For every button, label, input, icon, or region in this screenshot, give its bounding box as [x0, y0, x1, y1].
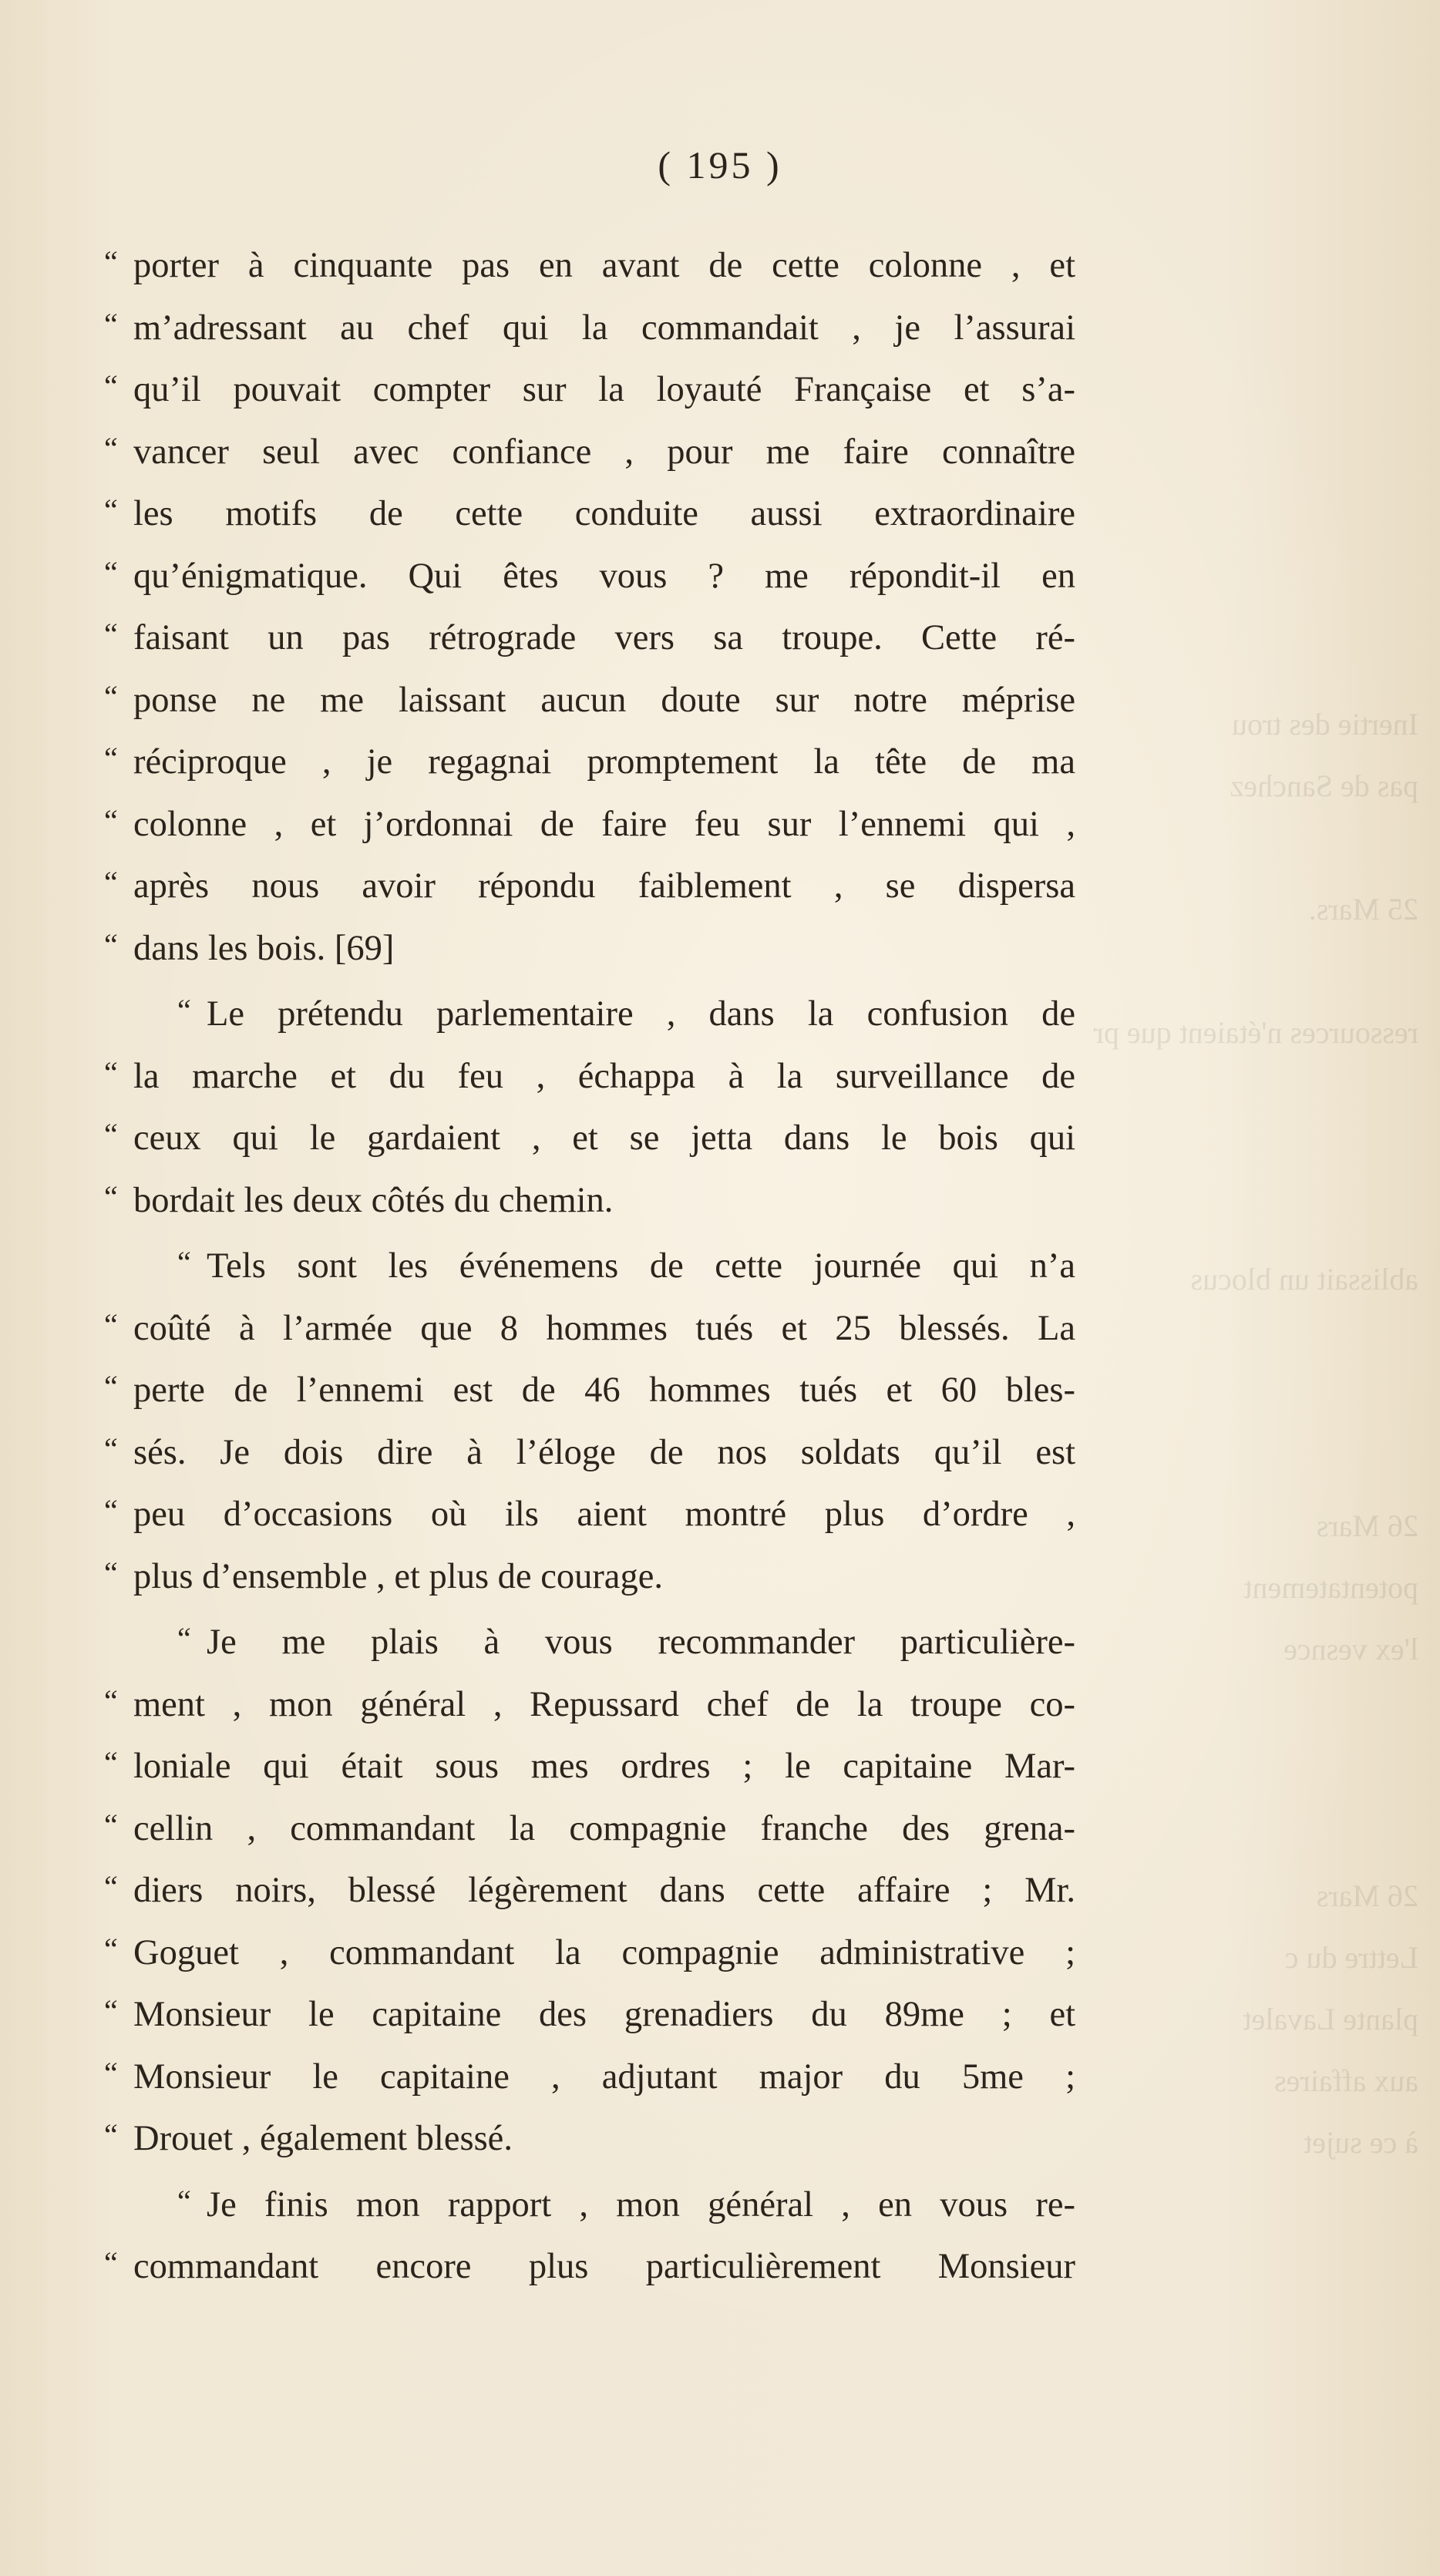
text-line-paragraph-start: “ Tels sont les événemens de cette journée qui n’a [104, 1232, 1075, 1294]
quote-mark: “ [104, 1683, 118, 1718]
quote-mark: “ [104, 554, 118, 590]
quote-mark: “ [104, 1306, 118, 1342]
text-line: “ réciproque , je regagnai promptement la tête de ma [104, 728, 1075, 790]
text-line: “ dans les bois. [69] [104, 914, 1075, 980]
text-line-paragraph-start: “ Le prétendu parlementaire , dans la confusion de [104, 980, 1075, 1042]
text-line: “ coûté à l’armée que 8 hommes tués et 25 blessés. La [104, 1294, 1075, 1357]
quote-mark: “ [104, 678, 118, 714]
quote-mark: “ [104, 1993, 118, 2028]
text-line: “ plus d’ensemble , et plus de courage. [104, 1542, 1075, 1609]
quote-mark: “ [104, 1869, 118, 1904]
text-line: “ qu’il pouvait compter sur la loyauté Française et s’a- [104, 355, 1075, 418]
quote-mark: “ [177, 2183, 191, 2218]
body-text [104, 231, 1075, 2295]
text-line: “ Drouet , également blessé. [104, 2104, 1075, 2171]
text-line: “ cellin , commandant la compagnie franche des grena- [104, 1794, 1075, 1857]
text-line: “ faisant un pas rétrograde vers sa troupe. Cette ré- [104, 604, 1075, 666]
quote-mark: “ [104, 926, 118, 962]
text-line: “ Monsieur le capitaine , adjutant major du 5me ; [104, 2043, 1075, 2105]
text-line: “ m’adressant au chef qui la commandait , je l’assurai [104, 294, 1075, 356]
quote-mark: “ [104, 741, 118, 775]
quote-mark: “ [104, 430, 118, 466]
quote-mark: “ [104, 802, 118, 838]
text-line: “ la marche et du feu , échappa à la surveillance de [104, 1042, 1075, 1105]
text-line: “ sés. Je dois dire à l’éloge de nos soldats qu’il est [104, 1418, 1075, 1481]
text-line: “ loniale qui était sous mes ordres ; le capitaine Mar- [104, 1732, 1075, 1794]
text-line: “ commandant encore plus particulièrement Monsieur [104, 2232, 1075, 2295]
text-line: “ ceux qui le gardaient , et se jetta dans le bois qui [104, 1104, 1075, 1166]
text-line: “ ponse ne me laissant aucun doute sur notre méprise [104, 666, 1075, 728]
text-line-paragraph-start: “ Je me plais à vous recommander particulière- [104, 1608, 1075, 1670]
quote-mark: “ [104, 1555, 118, 1590]
quote-mark: “ [177, 1621, 191, 1656]
quote-mark: “ [104, 1369, 118, 1404]
text-line: “ après nous avoir répondu faiblement , se dispersa [104, 852, 1075, 914]
quote-mark: “ [104, 865, 118, 900]
quote-mark: “ [104, 2117, 118, 2152]
text-line-paragraph-start: “ Je finis mon rapport , mon général , en vous re- [104, 2171, 1075, 2233]
text-line: “ bordait les deux côtés du chemin. [104, 1166, 1075, 1233]
text-line: “ Goguet , commandant la compagnie administrative ; [104, 1919, 1075, 1981]
quote-mark: “ [104, 2055, 118, 2090]
bleed-through-shadow: Inertie des trou pas de Sanchez 25 Mars. ressources n'étaient que pr ablissait un blocus 26 Mars potentatement l'ex vesnce 26 Mars Lettre du c plante Lavalet aux affaires à ce sujet [1093, 707, 1418, 2160]
quote-mark: “ [104, 1117, 118, 1152]
text-line: “ ment , mon général , Repussard chef de la troupe co- [104, 1670, 1075, 1733]
quote-mark: “ [104, 493, 118, 527]
quote-mark: “ [104, 368, 118, 403]
text-line: “ vancer seul avec confiance , pour me faire connaître [104, 418, 1075, 480]
text-line: “ peu d’occasions où ils aient montré plus d’ordre , [104, 1480, 1075, 1542]
text-line: “ diers noirs, blessé légèrement dans cette affaire ; Mr. [104, 1856, 1075, 1919]
quote-mark: “ [104, 1431, 118, 1466]
quote-mark: “ [104, 1179, 118, 1214]
quote-mark: “ [104, 2245, 118, 2280]
quote-mark: “ [104, 244, 118, 279]
text-line: “ porter à cinquante pas en avant de cette colonne , et [104, 231, 1075, 294]
quote-mark: “ [177, 993, 191, 1027]
text-line: “ les motifs de cette conduite aussi extraordinaire [104, 479, 1075, 542]
text-line: “ perte de l’ennemi est de 46 hommes tués et 60 bles- [104, 1356, 1075, 1418]
quote-mark: “ [104, 306, 118, 341]
quote-mark: “ [104, 1807, 118, 1842]
quote-mark: “ [104, 1931, 118, 1966]
page-number: ( 195 ) [658, 143, 782, 187]
quote-mark: “ [104, 1745, 118, 1780]
text-line: “ colonne , et j’ordonnai de faire feu sur l’ennemi qui , [104, 790, 1075, 853]
text-line: “ qu’énigmatique. Qui êtes vous ? me répondit-il en [104, 542, 1075, 604]
quote-mark: “ [104, 1493, 118, 1528]
quote-mark: “ [104, 1054, 118, 1090]
text-line: “ Monsieur le capitaine des grenadiers du 89me ; et [104, 1980, 1075, 2043]
quote-mark: “ [177, 1245, 191, 1280]
quote-mark: “ [104, 617, 118, 651]
